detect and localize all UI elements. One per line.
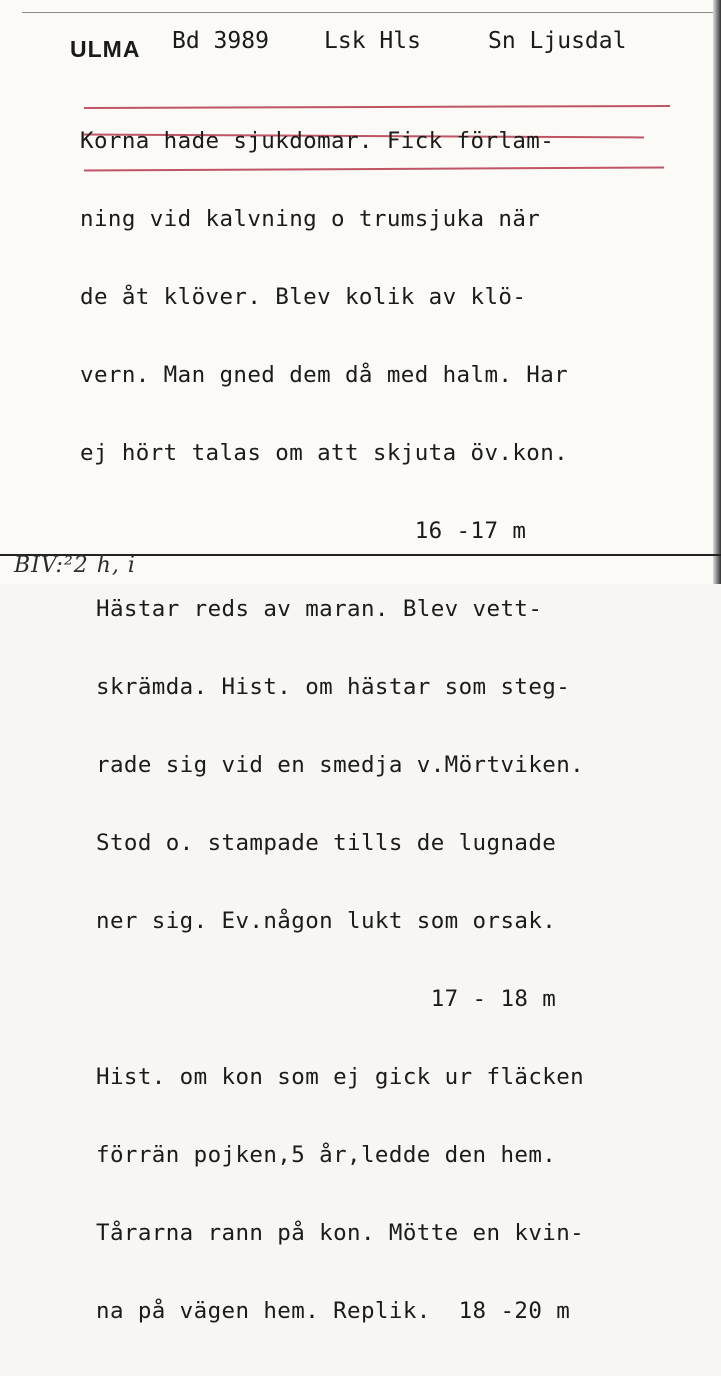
text-line: Tårarna rann på kon. Mötte en kvin- <box>96 1220 585 1246</box>
typed-record-text <box>80 76 700 1376</box>
text-line: Stod o. stampade tills de lugnade <box>96 830 557 856</box>
archive-code: ULMA <box>70 36 141 62</box>
text-line: Korna hade sjukdomar. Fick förlam- <box>80 128 555 154</box>
card-right-edge <box>713 0 721 584</box>
text-line: skrämda. Hist. om hästar som steg- <box>96 674 571 700</box>
text-line: ning vid kalvning o trumsjuka när <box>80 206 541 232</box>
text-line: ej hört talas om att skjuta öv.kon. <box>80 440 569 466</box>
text-line: rade sig vid en smedja v.Mörtviken. <box>96 752 585 778</box>
text-line: ner sig. Ev.någon lukt som orsak. <box>96 908 557 934</box>
text-line: vern. Man gned dem då med halm. Har <box>80 362 569 388</box>
text-line: 17 - 18 m <box>96 986 557 1012</box>
text-line: Hästar reds av maran. Blev vett- <box>96 596 543 622</box>
landskap-field: Lsk Hls <box>324 28 421 54</box>
classification-stamp: BIV:²2 h, i <box>14 553 136 578</box>
text-line: na på vägen hem. Replik. 18 -20 m <box>96 1298 571 1324</box>
card-top-edge <box>22 12 721 13</box>
accession-number: Bd 3989 <box>172 28 269 54</box>
text-line: förrän pojken,5 år,ledde den hem. <box>96 1142 557 1168</box>
text-line: de åt klöver. Blev kolik av klö- <box>80 284 527 310</box>
card-header <box>70 26 701 66</box>
text-line: 16 -17 m <box>80 518 527 544</box>
text-line: Hist. om kon som ej gick ur fläcken <box>96 1064 585 1090</box>
socken-field: Sn Ljusdal <box>488 28 627 54</box>
